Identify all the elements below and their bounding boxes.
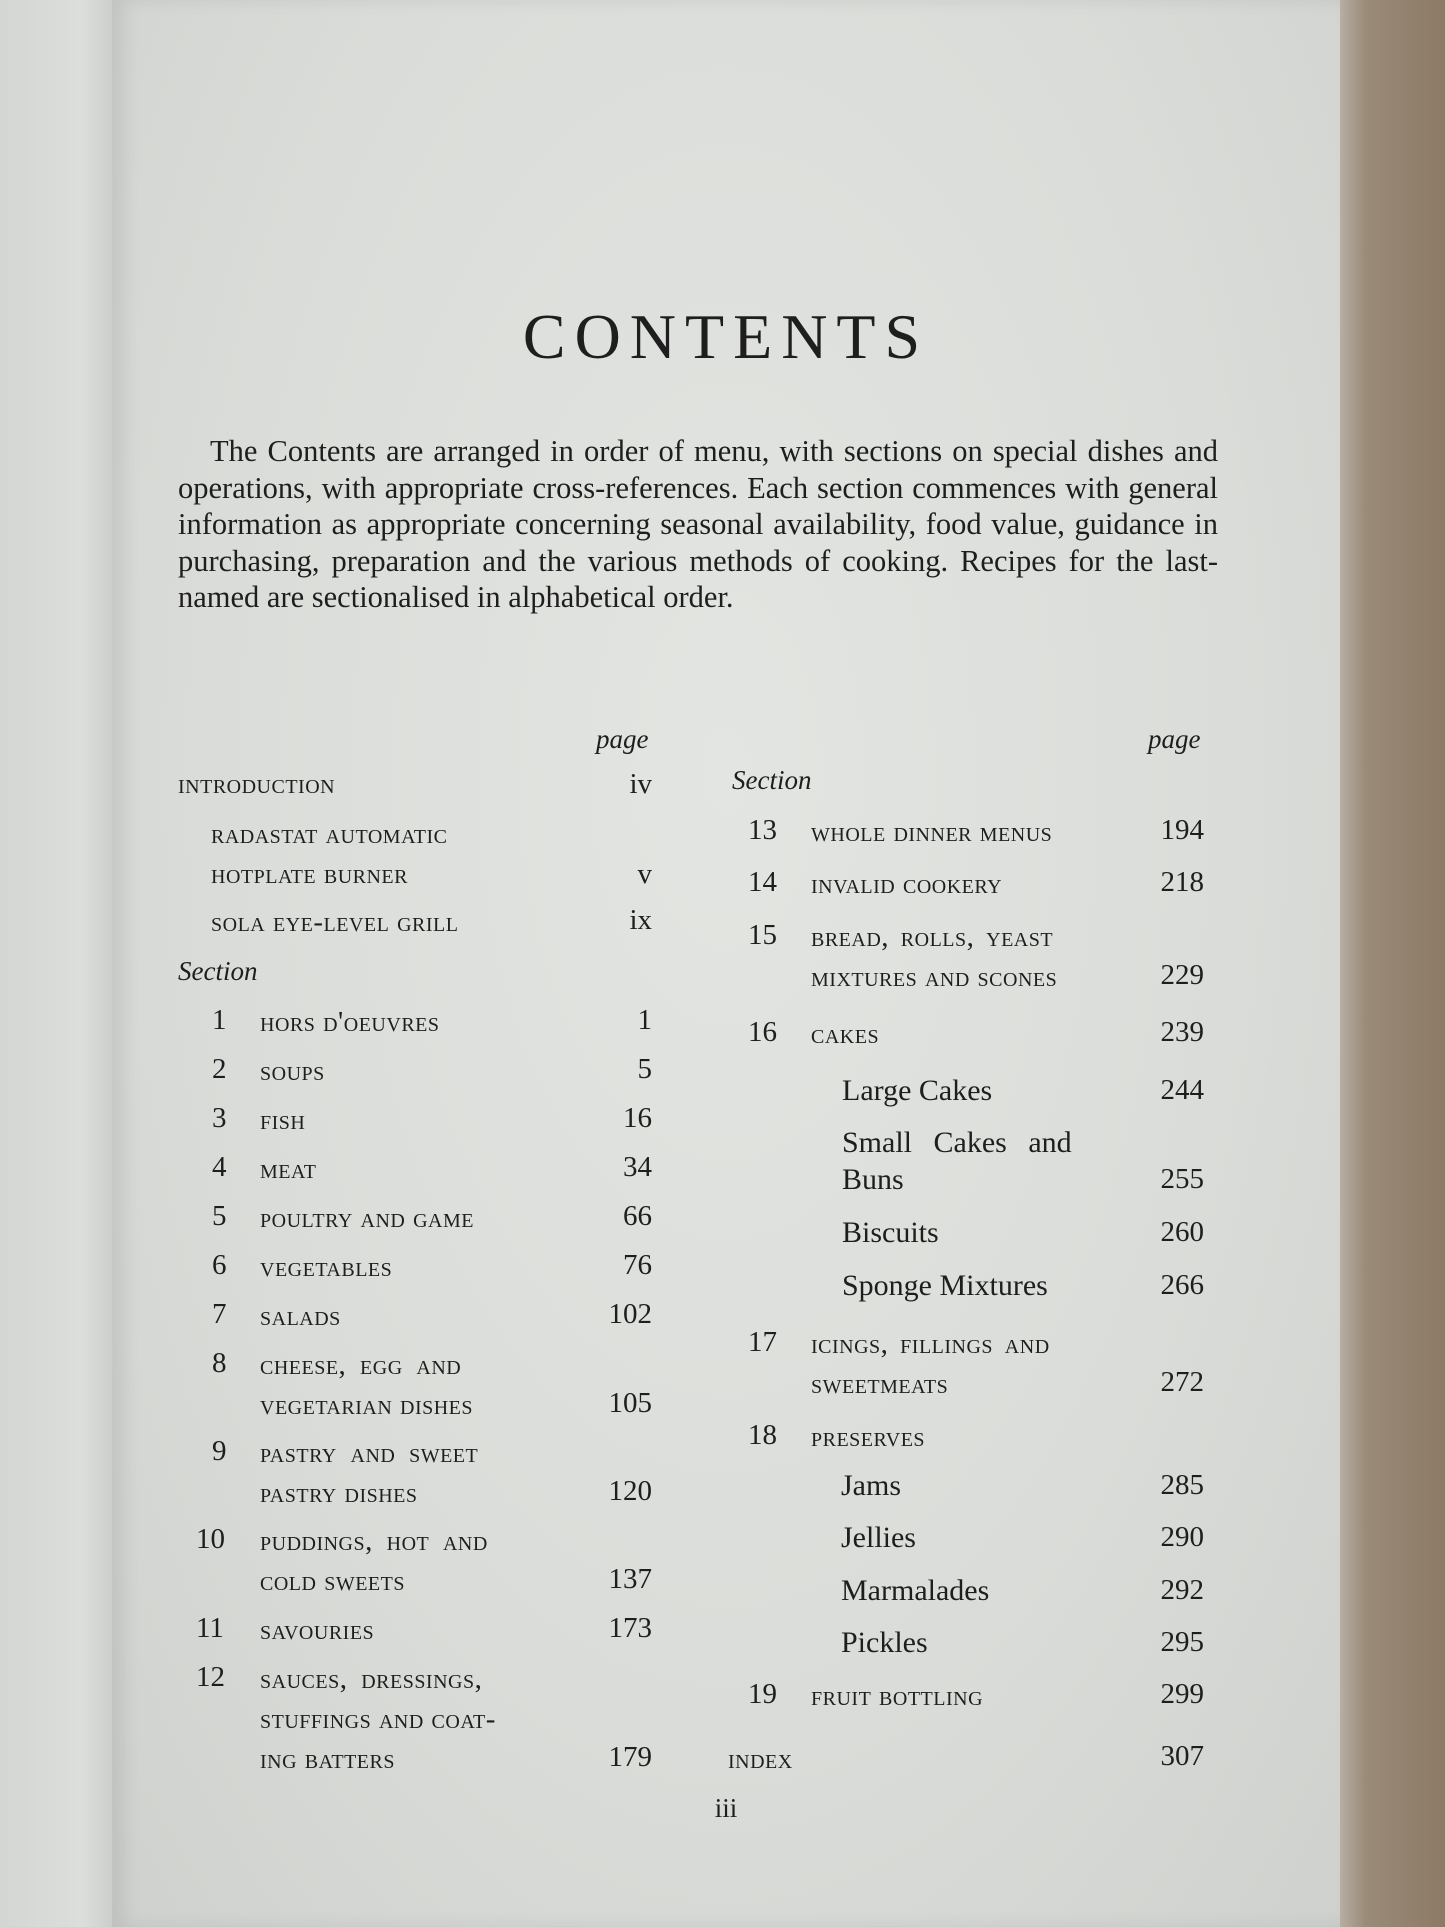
toc-radastat-line1: radastat automatic	[211, 818, 448, 850]
cakes-subsection-line: Sponge Mixtures	[842, 1269, 1048, 1302]
toc-sola: sola eye-level grill	[211, 906, 459, 938]
section-number: 4	[212, 1151, 227, 1183]
section-number: 5	[212, 1200, 227, 1232]
preserves-subsection: Jellies	[841, 1521, 916, 1554]
section-title-line: ing batters	[260, 1743, 395, 1775]
cakes-subsection-page: 255	[1160, 1163, 1204, 1195]
section-number: 8	[212, 1347, 227, 1379]
section-title-line: cakes	[811, 1018, 880, 1050]
toc-radastat-line2: hotplate burner	[211, 858, 408, 890]
section-number: 11	[196, 1612, 224, 1644]
section-title-line: meat	[260, 1153, 317, 1185]
section-page: 218	[1160, 866, 1204, 898]
preserves-subsection-page: 285	[1160, 1469, 1204, 1501]
section-page: 1	[637, 1004, 652, 1036]
section-number: 9	[212, 1435, 227, 1467]
section-number: 18	[748, 1419, 777, 1451]
section-title-line: pastry and sweet	[260, 1437, 479, 1469]
section-page: 66	[623, 1200, 652, 1232]
section-page: 76	[623, 1249, 652, 1281]
intro-paragraph: The Contents are arranged in order of menu, with sections on special dishes and operations, with appropriate cross-references. Each section commences with general information as appropriate concerning seasonal availability, food value, guidance in purchasing, preparation and the various methods of cooking. Recipes for the last-named are sectionalised in alphabetical order.	[178, 434, 1218, 614]
toc-introduction-page: iv	[629, 768, 652, 800]
preserves-subsection-page: 295	[1160, 1626, 1204, 1658]
toc-radastat-page: v	[637, 858, 652, 890]
toc-index: index	[728, 1743, 793, 1775]
section-page: 137	[608, 1563, 652, 1595]
toc-introduction: introduction	[178, 768, 336, 800]
cakes-subsection-line: Small Cakes and	[842, 1126, 1072, 1159]
preserves-subsection: Marmalades	[841, 1574, 990, 1607]
section-title-line: poultry and game	[260, 1202, 475, 1234]
section-number: 6	[212, 1249, 227, 1281]
section-number: 10	[196, 1523, 225, 1555]
toc-sola-page: ix	[629, 904, 652, 936]
section-number: 2	[212, 1053, 227, 1085]
section-page: 272	[1160, 1366, 1204, 1398]
cakes-subsection-line: Buns	[842, 1163, 904, 1196]
preserves-subsection: Jams	[841, 1469, 901, 1502]
section-page: 173	[608, 1612, 652, 1644]
section-title-line: sauces, dressings,	[260, 1663, 483, 1695]
section-number: 12	[196, 1661, 225, 1693]
section-page: 239	[1160, 1016, 1204, 1048]
preserves-subsection-page: 292	[1160, 1574, 1204, 1606]
preserves-subsection-page: 290	[1160, 1521, 1204, 1553]
section-page: 299	[1160, 1678, 1204, 1710]
section-title-line: whole dinner menus	[811, 816, 1053, 848]
section-page: 34	[623, 1151, 652, 1183]
section-page: 194	[1160, 814, 1204, 846]
section-title-line: savouries	[260, 1614, 375, 1646]
section-title-line: icings, fillings and	[811, 1328, 1050, 1360]
cakes-subsection-line: Biscuits	[842, 1216, 939, 1249]
section-number: 7	[212, 1298, 227, 1330]
section-number: 3	[212, 1102, 227, 1134]
book-edge	[1340, 0, 1445, 1927]
section-page: 105	[608, 1387, 652, 1419]
section-title-line: fruit bottling	[811, 1680, 984, 1712]
page-number: iii	[714, 1793, 738, 1823]
section-title-line: soups	[260, 1055, 325, 1087]
right-section-label: Section	[732, 765, 812, 795]
section-title-line: salads	[260, 1300, 341, 1332]
section-number: 16	[748, 1016, 777, 1048]
section-title-line: vegetables	[260, 1251, 393, 1283]
section-number: 17	[748, 1326, 777, 1358]
section-title-line: vegetarian dishes	[260, 1389, 474, 1421]
section-title-line: puddings, hot and	[260, 1525, 488, 1557]
section-page: 102	[608, 1298, 652, 1330]
cakes-subsection-page: 266	[1160, 1269, 1204, 1301]
section-title-line: pastry dishes	[260, 1477, 418, 1509]
section-page: 120	[608, 1475, 652, 1507]
section-page: 229	[1160, 959, 1204, 991]
section-title-line: bread, rolls, yeast	[811, 921, 1054, 953]
toc-index-page: 307	[1160, 1740, 1204, 1772]
section-title-line: preserves	[811, 1421, 926, 1453]
facing-page-edge	[0, 0, 118, 1927]
page-title: CONTENTS	[522, 301, 930, 372]
cakes-subsection-page: 260	[1160, 1216, 1204, 1248]
cakes-subsection-line: Large Cakes	[842, 1074, 993, 1107]
section-page: 179	[608, 1741, 652, 1773]
section-title-line: fish	[260, 1104, 306, 1136]
cakes-subsection-page: 244	[1160, 1074, 1204, 1106]
section-title-line: sweetmeats	[811, 1368, 949, 1400]
right-page-label: page	[1148, 724, 1201, 754]
section-page: 16	[623, 1102, 652, 1134]
section-title-line: cheese, egg and	[260, 1349, 462, 1381]
contents-page	[112, 0, 1340, 1927]
section-number: 1	[212, 1004, 227, 1036]
section-number: 14	[748, 866, 777, 898]
section-title-line: invalid cookery	[811, 868, 1003, 900]
section-title-line: cold sweets	[260, 1565, 405, 1597]
left-page-label: page	[596, 724, 649, 754]
section-title-line: mixtures and scones	[811, 961, 1058, 993]
left-section-label: Section	[178, 956, 258, 986]
section-title-line: stuffings and coat-	[260, 1703, 496, 1735]
section-page: 5	[637, 1053, 652, 1085]
section-number: 13	[748, 814, 777, 846]
preserves-subsection: Pickles	[841, 1626, 928, 1659]
section-number: 19	[748, 1678, 777, 1710]
section-title-line: hors d'oeuvres	[260, 1006, 440, 1038]
section-number: 15	[748, 919, 777, 951]
